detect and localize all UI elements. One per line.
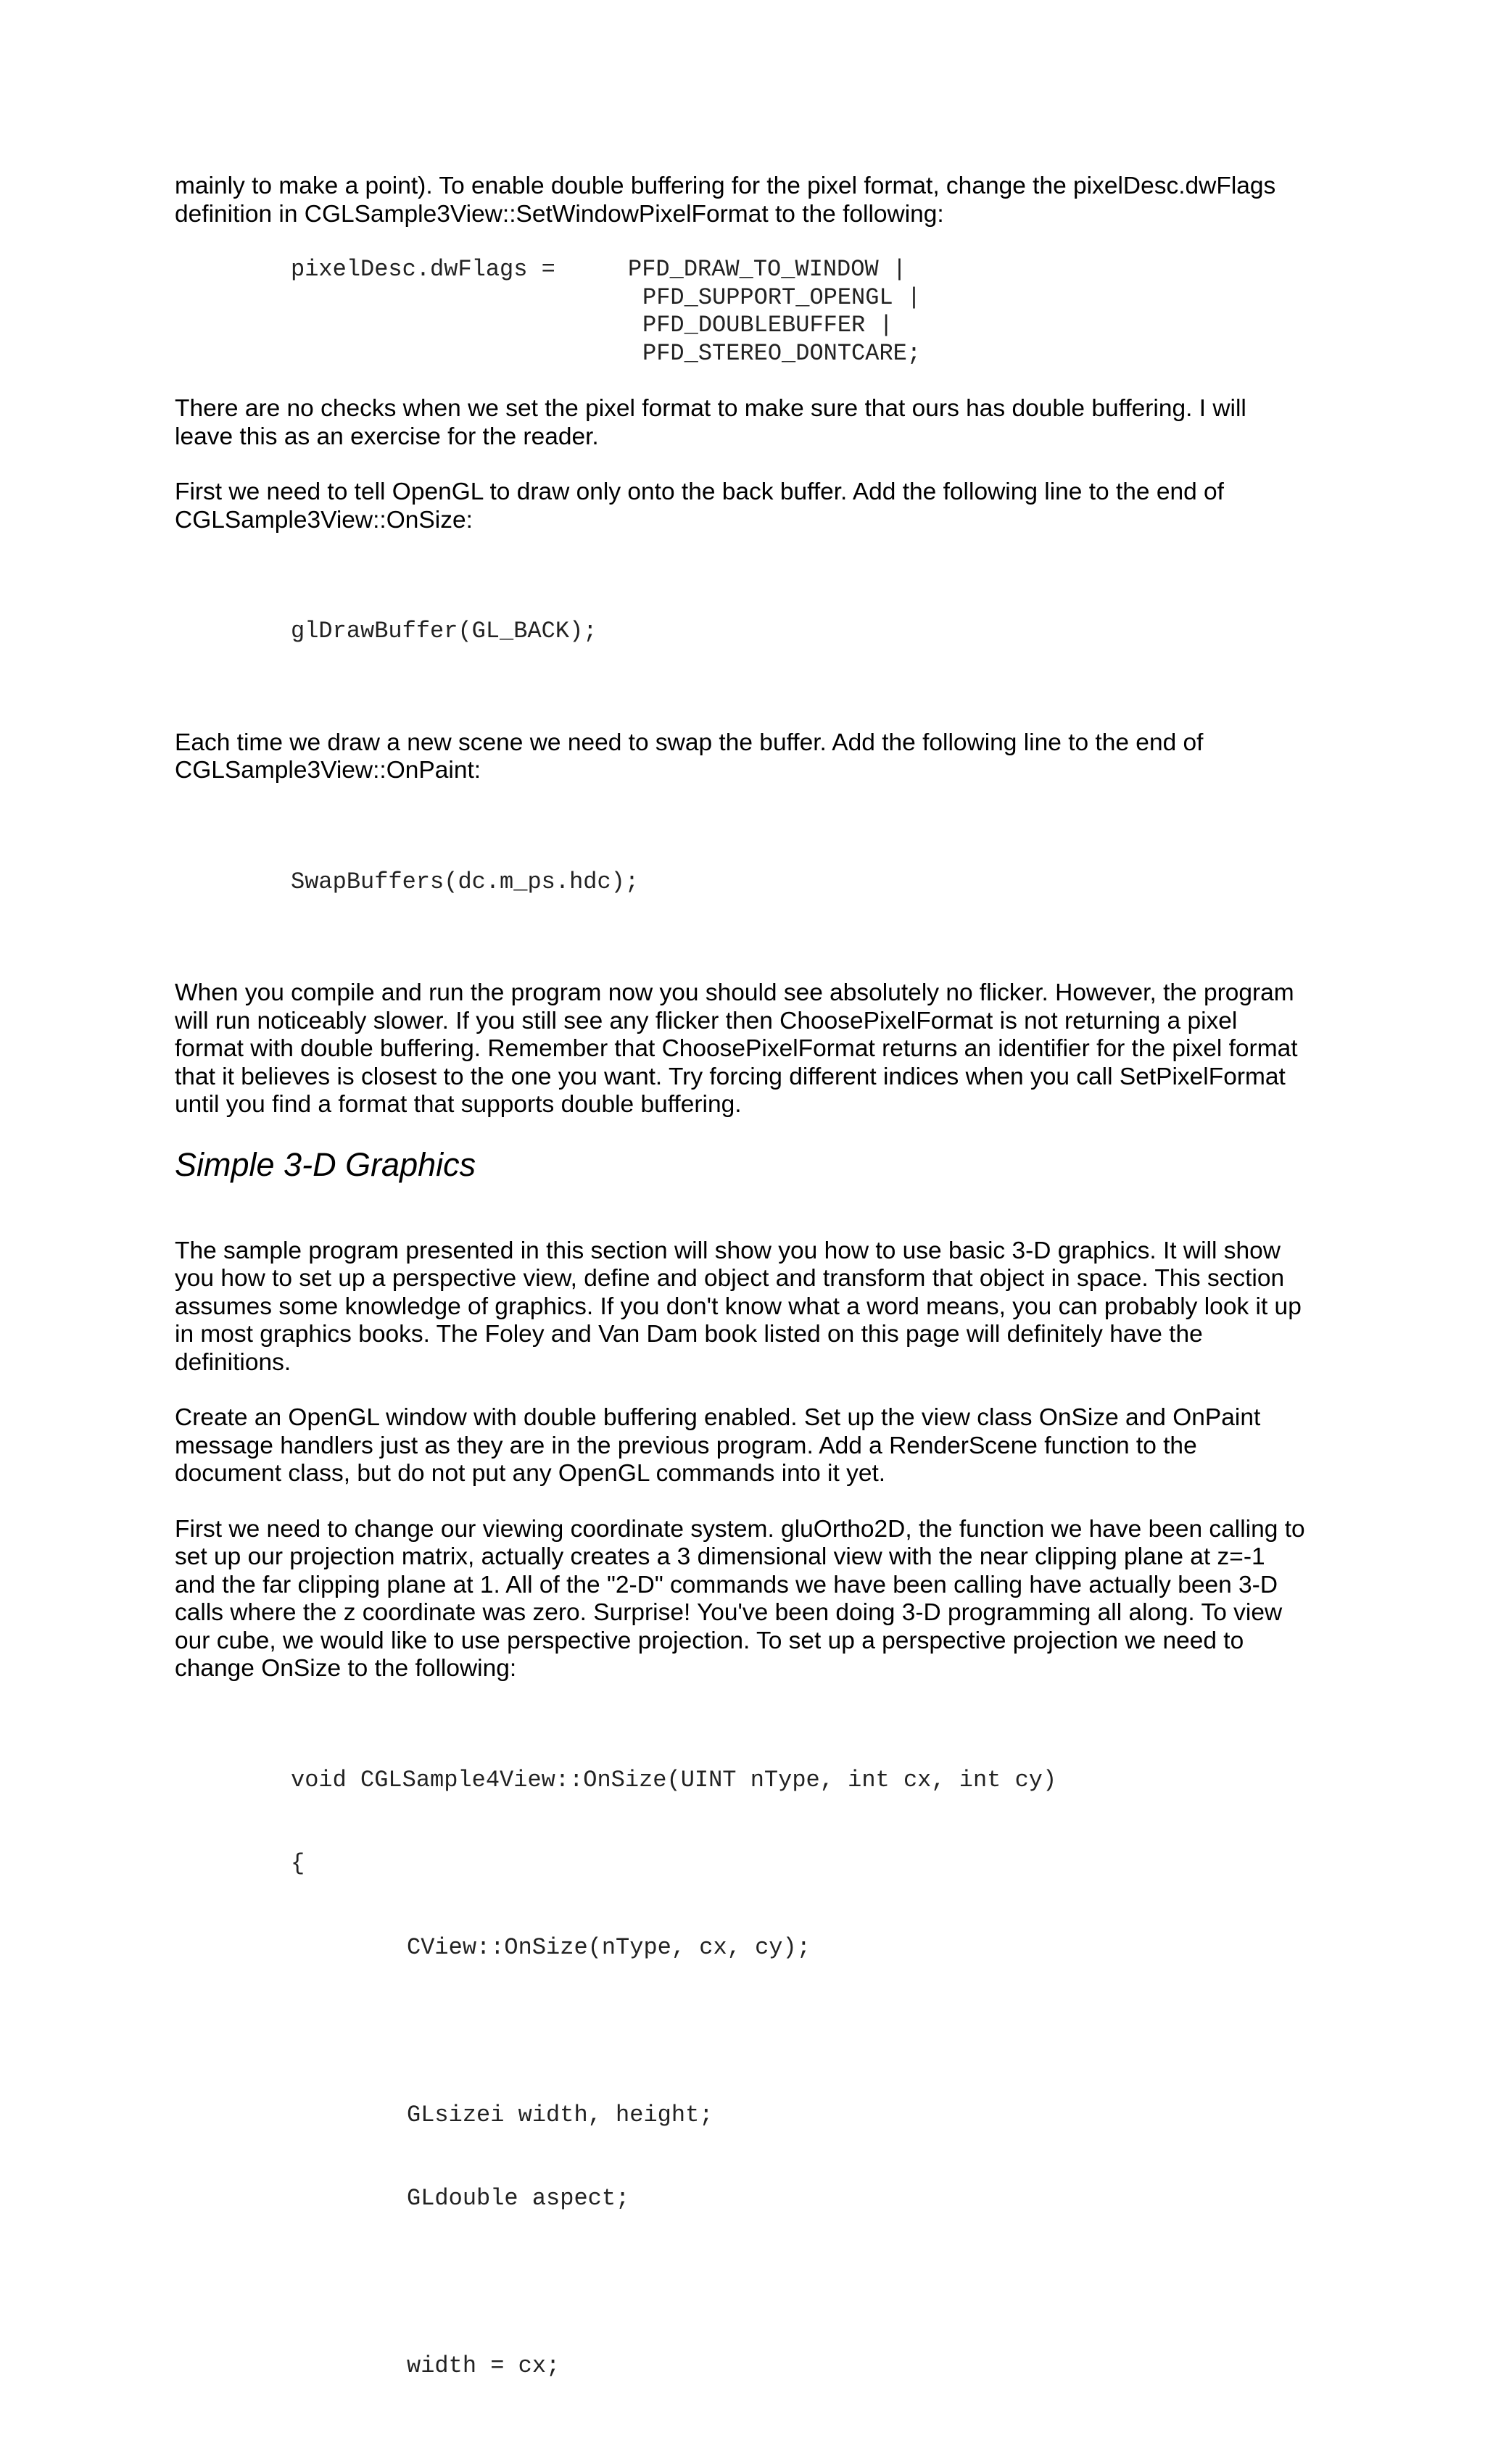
code-line: SwapBuffers(dc.m_ps.hdc); xyxy=(291,868,640,895)
paragraph-viewing-coordinates: First we need to change our viewing coordinate system. gluOrtho2D, the function we have been calling to set up our projection matrix, actually creates a 3 dimensional view with the near clipping plane at z=-1 and the far clipping plane at 1. All of the "2-D" commands we have been calling have actually been 3-D calls where the z coordinate was zero. Surprise! You've been doing 3-D programming all along. To view our cube, we would like to use perspective projection. To set up a perspective projection we need to change OnSize to the following: xyxy=(175,1515,1305,1682)
code-block-pixel-flags xyxy=(175,256,1313,368)
code-line: PFD_DOUBLEBUFFER | xyxy=(642,312,893,339)
code-line: PFD_DRAW_TO_WINDOW | xyxy=(628,256,907,283)
code-line: { xyxy=(291,1850,305,1877)
code-block-onsize xyxy=(175,1711,1313,2436)
paragraph-swap-buffer: Each time we draw a new scene we need to swap the buffer. Add the following line to the end of CGLSample3View::OnPaint: xyxy=(175,729,1204,784)
code-block-swap-buffers xyxy=(175,813,1313,953)
code-blank-line xyxy=(291,2269,1313,2297)
code-line: void CGLSample4View::OnSize(UINT nType, int cx, int cy) xyxy=(291,1766,1057,1793)
code-line: CView::OnSize(nType, cx, cy); xyxy=(407,1933,811,1961)
code-blank-line xyxy=(291,2017,1313,2046)
paragraph-back-buffer: First we need to tell OpenGL to draw only onto the back buffer. Add the following line to the end of CGLSample3View::OnSize: xyxy=(175,478,1224,534)
paragraph-sample-program: The sample program presented in this section will show you how to use basic 3-D graphics. It will show you how to set up a perspective view, define and object and transform that object in space. This section assumes some knowledge of graphics. If you don't know what a word means, you can probably look it up in most graphics books. The Foley and Van Dam book listed on this page will definitely have the definitions. xyxy=(175,1237,1302,1376)
paragraph-create-window: Create an OpenGL window with double buffering enabled. Set up the view class OnSize and OnPaint message handlers just as they are in the previous program. Add a RenderScene function to the document class, but do not put any OpenGL commands into it yet. xyxy=(175,1404,1261,1487)
section-title: Simple 3-D Graphics xyxy=(175,1145,476,1183)
code-line: GLsizei width, height; xyxy=(407,2101,713,2128)
code-flags-lhs: pixelDesc.dwFlags = xyxy=(291,256,555,283)
document-page xyxy=(175,173,1313,2464)
code-flags-values xyxy=(628,256,921,368)
code-block-draw-buffer xyxy=(175,562,1313,702)
paragraph-compile-run: When you compile and run the program now you should see absolutely no flicker. However, the program will run noticeably slower. If you still see any flicker then ChoosePixelFormat is not returning a pixel format with double buffering. Remember that ChoosePixelFormat returns an identifier for the pixel format that it believes is closest to the one you want. Try forcing different indices when you call SetPixelFormat until you find a format that supports double buffering. xyxy=(175,979,1298,1118)
paragraph-double-buffering-intro: mainly to make a point). To enable double buffering for the pixel format, change the pixelDesc.dwFlags definition in CGLSample3View::SetWindowPixelFormat to the following: xyxy=(175,173,1276,228)
code-line: PFD_STEREO_DONTCARE; xyxy=(642,339,922,367)
code-line: glDrawBuffer(GL_BACK); xyxy=(291,618,597,644)
code-line: PFD_SUPPORT_OPENGL | xyxy=(642,283,922,311)
paragraph-no-checks: There are no checks when we set the pixel format to make sure that ours has double buffering. I will leave this as an exercise for the reader. xyxy=(175,395,1246,450)
code-line: GLdouble aspect; xyxy=(407,2185,630,2212)
code-line: width = cx; xyxy=(407,2352,561,2379)
